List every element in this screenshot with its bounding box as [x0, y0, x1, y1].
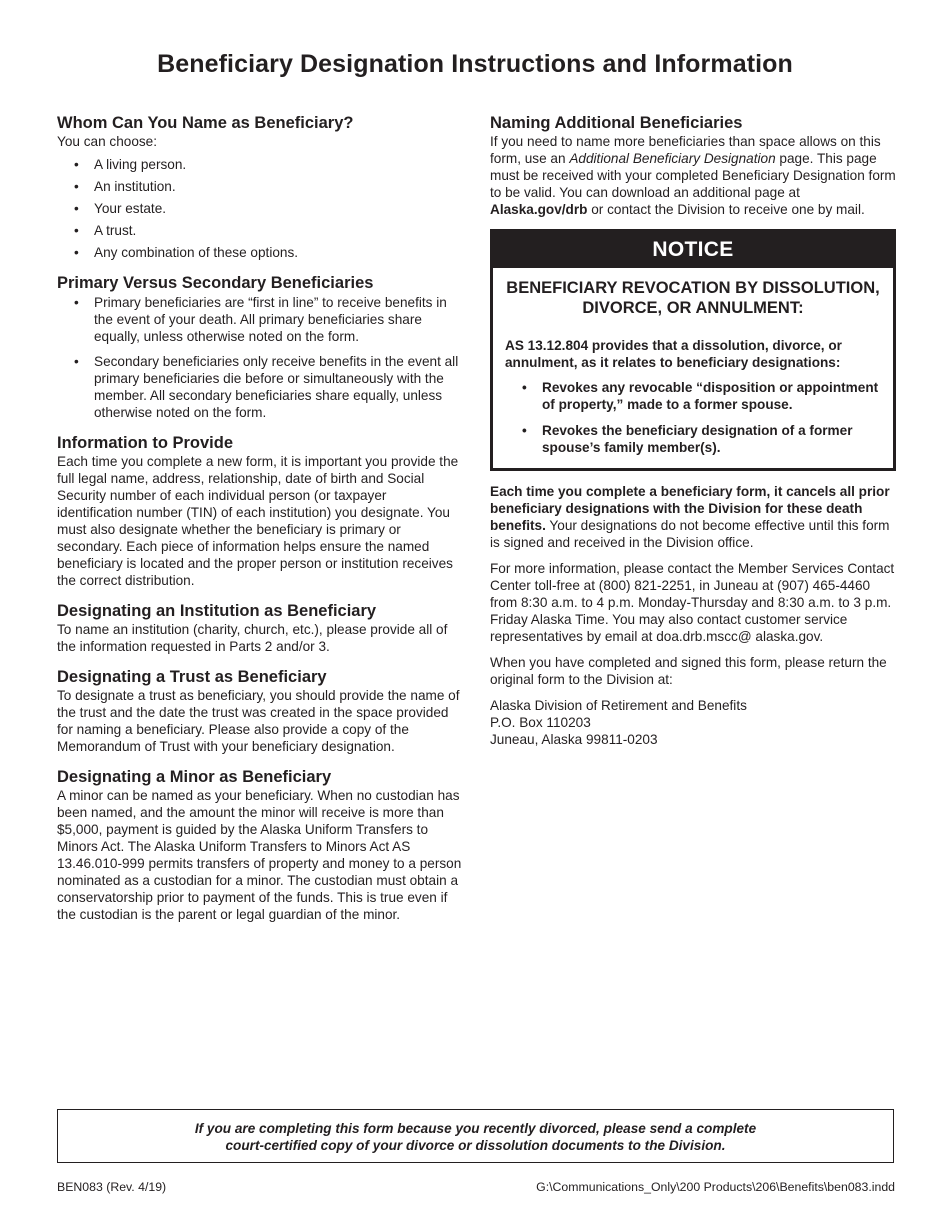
cancel-paragraph	[490, 483, 896, 551]
institution-section	[57, 601, 465, 655]
primary-secondary-heading: Primary Versus Secondary Beneficiaries	[57, 274, 374, 292]
additional-section	[490, 113, 896, 218]
whom-section	[57, 113, 465, 261]
additional-form-name: Additional Beneficiary Designation	[569, 151, 776, 166]
trust-heading: Designating a Trust as Beneficiary	[57, 668, 327, 686]
website-link[interactable]: Alaska.gov/drb	[490, 202, 588, 217]
address-line: Juneau, Alaska 99811-0203	[490, 732, 658, 747]
form-code: BEN083 (Rev. 4/19)	[57, 1180, 167, 1194]
mailing-address	[490, 697, 896, 748]
list-item: • Your estate.	[57, 200, 465, 217]
list-item: • Revokes any revocable “disposition or appointment of property,” made to a former spouse.	[505, 379, 881, 413]
list-item: • Secondary beneficiaries only receive benefits in the event all primary beneficiaries die before or simultaneously with the member. All secondary beneficiaries share equally, unless otherwise noted on the form.	[57, 353, 465, 421]
additional-text-1: If you need to name more beneficiaries than space allows on this form, use an	[490, 134, 881, 166]
beneficiary-choice-list	[57, 156, 465, 261]
information-body: Each time you complete a new form, it is important you provide the full legal name, address, relationship, date of birth and Social Security number of each individual person (or taxpayer identification number (TIN) of each institution) you designate. You must also designate whether the beneficiary is primary or secondary. Each piece of information helps ensure the named beneficiary is located and the proper person or institution receives the correct distribution.	[57, 454, 459, 588]
left-column	[57, 113, 465, 935]
notice-subheading: BENEFICIARY REVOCATION BY DISSOLUTION, DIVORCE, OR ANNULMENT:	[506, 279, 880, 317]
notice-header: NOTICE	[493, 232, 893, 268]
divorce-notice-box	[57, 1109, 894, 1163]
minor-heading: Designating a Minor as Beneficiary	[57, 768, 332, 786]
file-path: G:\Communications_Only\200 Products\206\Benefits\ben083.indd	[536, 1180, 895, 1194]
institution-heading: Designating an Institution as Beneficiary	[57, 602, 377, 620]
cancel-bold-text: Each time you complete a beneficiary form, it cancels all prior beneficiary designations with the Division for these death benefits.	[490, 484, 890, 533]
divorce-notice-line-1: If you are completing this form because you recently divorced, please send a complete	[194, 1121, 757, 1136]
right-column	[490, 113, 896, 748]
notice-box	[490, 229, 896, 471]
additional-body	[490, 133, 896, 218]
whom-intro: You can choose:	[57, 134, 158, 149]
information-section	[57, 433, 465, 589]
list-item: • Any combination of these options.	[57, 244, 465, 261]
cancel-normal-text: Your designations do not become effective until this form is signed and received in the Division office.	[490, 518, 890, 550]
notice-body	[493, 268, 893, 468]
information-heading: Information to Provide	[57, 434, 234, 452]
page-title: Beneficiary Designation Instructions and Information	[157, 50, 793, 78]
minor-section	[57, 767, 465, 923]
trust-section	[57, 667, 465, 755]
return-paragraph: When you have completed and signed this form, please return the original form to the Division at:	[490, 655, 887, 687]
address-line: Alaska Division of Retirement and Benefits	[490, 698, 747, 713]
list-item: • Revokes the beneficiary designation of a former spouse’s family member(s).	[505, 422, 881, 456]
primary-secondary-section	[57, 273, 465, 421]
whom-heading: Whom Can You Name as Beneficiary?	[57, 114, 354, 132]
trust-body: To designate a trust as beneficiary, you should provide the name of the trust and the date the trust was created in the space provided for naming a beneficiary. Please also provide a copy of the Memorandum of Trust with your beneficiary designation.	[57, 688, 460, 754]
contact-paragraph: For more information, please contact the Member Services Contact Center toll-free at (800) 821-2251, in Juneau at (907) 465-4460 from 8:30 a.m. to 4 p.m. Monday-Thursday and 8:30 a.m. to 3 p.m. Friday Alaska Time. You may also contact customer service representatives by email at doa.drb.mscc@ alaska.gov.	[490, 561, 895, 644]
minor-body: A minor can be named as your beneficiary. When no custodian has been named, and the amount the minor will receive is more than $5,000, payment is guided by the Alaska Uniform Transfers to Minors Act. The Alaska Uniform Transfers to Minors Act AS 13.46.010-999 permits transfers of property and money to a person nominated as a custodian for a minor. The custodian must obtain a conservatorship prior to payment of the funds. This is true even if the custodian is the parent or legal guardian of the minor.	[57, 788, 462, 922]
institution-body: To name an institution (charity, church, etc.), please provide all of the information requested in Parts 2 and/or 3.	[57, 622, 448, 654]
notice-list	[505, 379, 881, 456]
list-item: • An institution.	[57, 178, 465, 195]
list-item: • Primary beneficiaries are “first in line” to receive benefits in the event of your death. All primary beneficiaries share equally, unless otherwise noted on the form.	[57, 294, 465, 345]
notice-intro: AS 13.12.804 provides that a dissolution, divorce, or annulment, as it relates to beneficiary designations:	[505, 338, 842, 370]
list-item: • A trust.	[57, 222, 465, 239]
primary-secondary-list	[57, 294, 465, 421]
list-item: • A living person.	[57, 156, 465, 173]
divorce-notice-line-2: court-certified copy of your divorce or dissolution documents to the Division.	[225, 1138, 726, 1153]
additional-heading: Naming Additional Beneficiaries	[490, 114, 743, 132]
address-line: P.O. Box 110203	[490, 715, 591, 730]
additional-text-3: or contact the Division to receive one by mail.	[587, 202, 865, 217]
additional-text-2: page. This page must be received with your completed Beneficiary Designation form to be valid. You can download an additional page at	[490, 151, 896, 200]
